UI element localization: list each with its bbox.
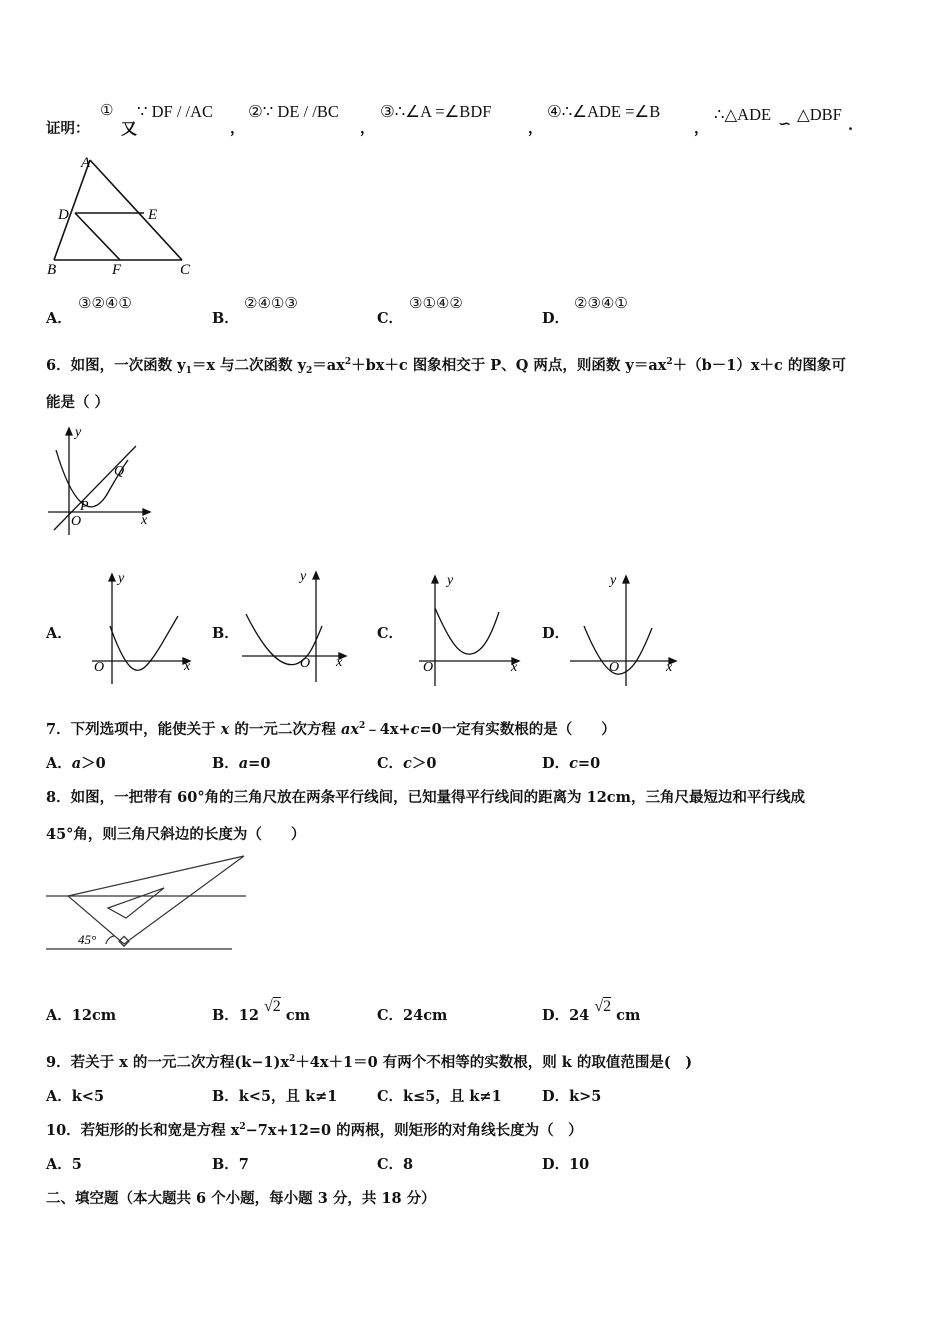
q8-option-b[interactable]: B．12 √2 cm — [212, 998, 311, 1024]
q8-triangle-ruler-figure — [44, 852, 250, 956]
q5-option-c-letter[interactable]: C． — [377, 310, 404, 327]
point-label-a: A — [81, 155, 91, 171]
proof-step-4: ④∴∠ADE =∠B — [547, 102, 661, 121]
q7-option-b[interactable]: B．a=0 — [212, 755, 271, 772]
axis-label-y: y — [447, 573, 454, 588]
proof-end: . — [848, 117, 854, 134]
section-2-heading: 二、填空题（本大题共 6 个小题，每小题 3 分，共 18 分） — [46, 1190, 436, 1207]
q9-question: 9．若关于 x 的一元二次方程$(k-1)x^2+4x+1=0$ 有两个不相等的实数根，则 k 的取值范围是( ) — [46, 1054, 693, 1071]
q9-option-d[interactable]: D．k>5 — [542, 1088, 602, 1105]
triangle-figure — [44, 152, 204, 282]
proof-step-5a: ∴△ADE — [714, 105, 772, 124]
proof-step-5b: △DBF — [797, 105, 842, 124]
sqrt-symbol: √2 — [594, 998, 612, 1015]
point-label-p: P — [80, 499, 89, 514]
proof-similar-sign: ∽ — [778, 114, 792, 133]
q10-option-d[interactable]: D．10 — [542, 1156, 590, 1173]
q5-option-a-value: ③②④① — [78, 294, 132, 312]
axis-label-y: y — [610, 573, 617, 588]
triangle-ruler-outer — [68, 856, 244, 944]
q5-option-a-letter[interactable]: A． — [46, 310, 72, 327]
proof-step-3: ③∴∠A =∠BDF — [380, 102, 492, 121]
axis-label-origin: O — [609, 660, 620, 675]
q7-option-d[interactable]: D．c=0 — [542, 755, 601, 772]
point-label-b: B — [47, 262, 57, 278]
q5-option-b-letter[interactable]: B． — [212, 310, 239, 327]
q6-option-a-letter[interactable]: A． — [46, 625, 72, 642]
axis-label-x: x — [511, 660, 518, 675]
segment-df — [75, 213, 120, 260]
axis-label-y: y — [118, 571, 125, 586]
q8-option-a[interactable]: A．12cm — [46, 1007, 117, 1024]
proof-sep: ， — [694, 120, 709, 137]
q7-option-a[interactable]: A．a＞0 — [46, 755, 106, 772]
q9-option-b[interactable]: B．k<5，且 k≠1 — [212, 1088, 338, 1105]
q10-option-a[interactable]: A．5 — [46, 1156, 82, 1173]
point-label-d: D — [58, 207, 69, 223]
triangle-ruler-inner — [108, 888, 164, 918]
proof-sep: ， — [360, 120, 375, 137]
axis-label-origin: O — [423, 660, 434, 675]
proof-step-1: ∵ DF / /AC — [137, 102, 214, 121]
point-label-e: E — [148, 207, 158, 223]
q8-question-line-2: 45°角，则三角尺斜边的长度为（ ） — [46, 826, 306, 843]
q8-question-line-1: 8．如图，一把带有 60°角的三角尺放在两条平行线间，已知量得平行线间的距离为 12cm，三角尺最短边和平行线成 — [46, 789, 805, 806]
q6-option-b-graph[interactable] — [238, 564, 353, 686]
q10-option-b[interactable]: B．7 — [212, 1156, 249, 1173]
axis-label-x: x — [184, 659, 191, 674]
q6-option-c-graph[interactable] — [415, 568, 525, 690]
axis-label-origin: O — [300, 656, 311, 671]
proof-sep: ， — [230, 120, 245, 137]
q8-option-c[interactable]: C．24cm — [377, 1007, 448, 1024]
q6-option-b-letter[interactable]: B． — [212, 625, 239, 642]
proof-step-1-number: ① — [100, 101, 114, 119]
origin-label: O — [71, 514, 82, 529]
x-axis-label: x — [141, 513, 148, 528]
q5-option-c-value: ③①④② — [409, 294, 463, 312]
sqrt-symbol: √2 — [264, 998, 281, 1015]
side-ac — [90, 160, 182, 260]
q6-option-d-letter[interactable]: D． — [542, 625, 570, 642]
axis-label-x: x — [666, 660, 673, 675]
proof-sep: ， — [528, 120, 543, 137]
q7-option-c[interactable]: C．c＞0 — [377, 755, 437, 772]
q6-option-d-graph[interactable] — [566, 568, 681, 690]
q7-question: 7．下列选项中，能使关于 x 的一元二次方程 $ax^2﹣4x+c=0$一定有实数根的是（ ） — [46, 721, 616, 738]
point-label-f: F — [112, 262, 122, 278]
q6-option-c-letter[interactable]: C． — [377, 625, 404, 642]
q6-graph-figure — [44, 422, 164, 540]
q9-option-a[interactable]: A．k<5 — [46, 1088, 105, 1105]
q6-option-a-graph[interactable] — [86, 566, 196, 688]
q9-option-c[interactable]: C．k≤5，且 k≠1 — [377, 1088, 502, 1105]
q6-question-line-1: 6．如图，一次函数 $y_1=x$ 与二次函数 $y_2=ax^2+bx+c$ 图象相交于 P、Q 两点，则函数 $y=ax^2+(b-1)x+c$ 的图象可 — [46, 357, 846, 376]
q6-question-line-2: 能是（ ） — [46, 394, 110, 411]
y-axis-label: y — [75, 425, 82, 440]
q10-option-c[interactable]: C．8 — [377, 1156, 414, 1173]
q5-option-d-letter[interactable]: D． — [542, 310, 570, 327]
proof-step-2: ②∵ DE / /BC — [248, 102, 339, 121]
axis-label-x: x — [336, 655, 343, 670]
angle-label: 45° — [78, 932, 97, 947]
q5-option-d-value: ②③④① — [574, 294, 628, 312]
q5-option-b-value: ②④①③ — [244, 294, 298, 312]
q8-option-d[interactable]: D．24 √2 cm — [542, 998, 641, 1024]
proof-label: 证明： — [46, 120, 90, 137]
q10-question: 10．若矩形的长和宽是方程 $x^2-7x+12=0$ 的两根，则矩形的对角线长度为（ ） — [46, 1122, 583, 1139]
linear-function-line — [54, 446, 136, 530]
axis-label-origin: O — [94, 660, 105, 675]
axis-label-y: y — [300, 569, 307, 584]
point-label-q: Q — [114, 464, 125, 479]
point-label-c: C — [180, 262, 191, 278]
proof-step-1-you: 又 — [121, 119, 138, 138]
